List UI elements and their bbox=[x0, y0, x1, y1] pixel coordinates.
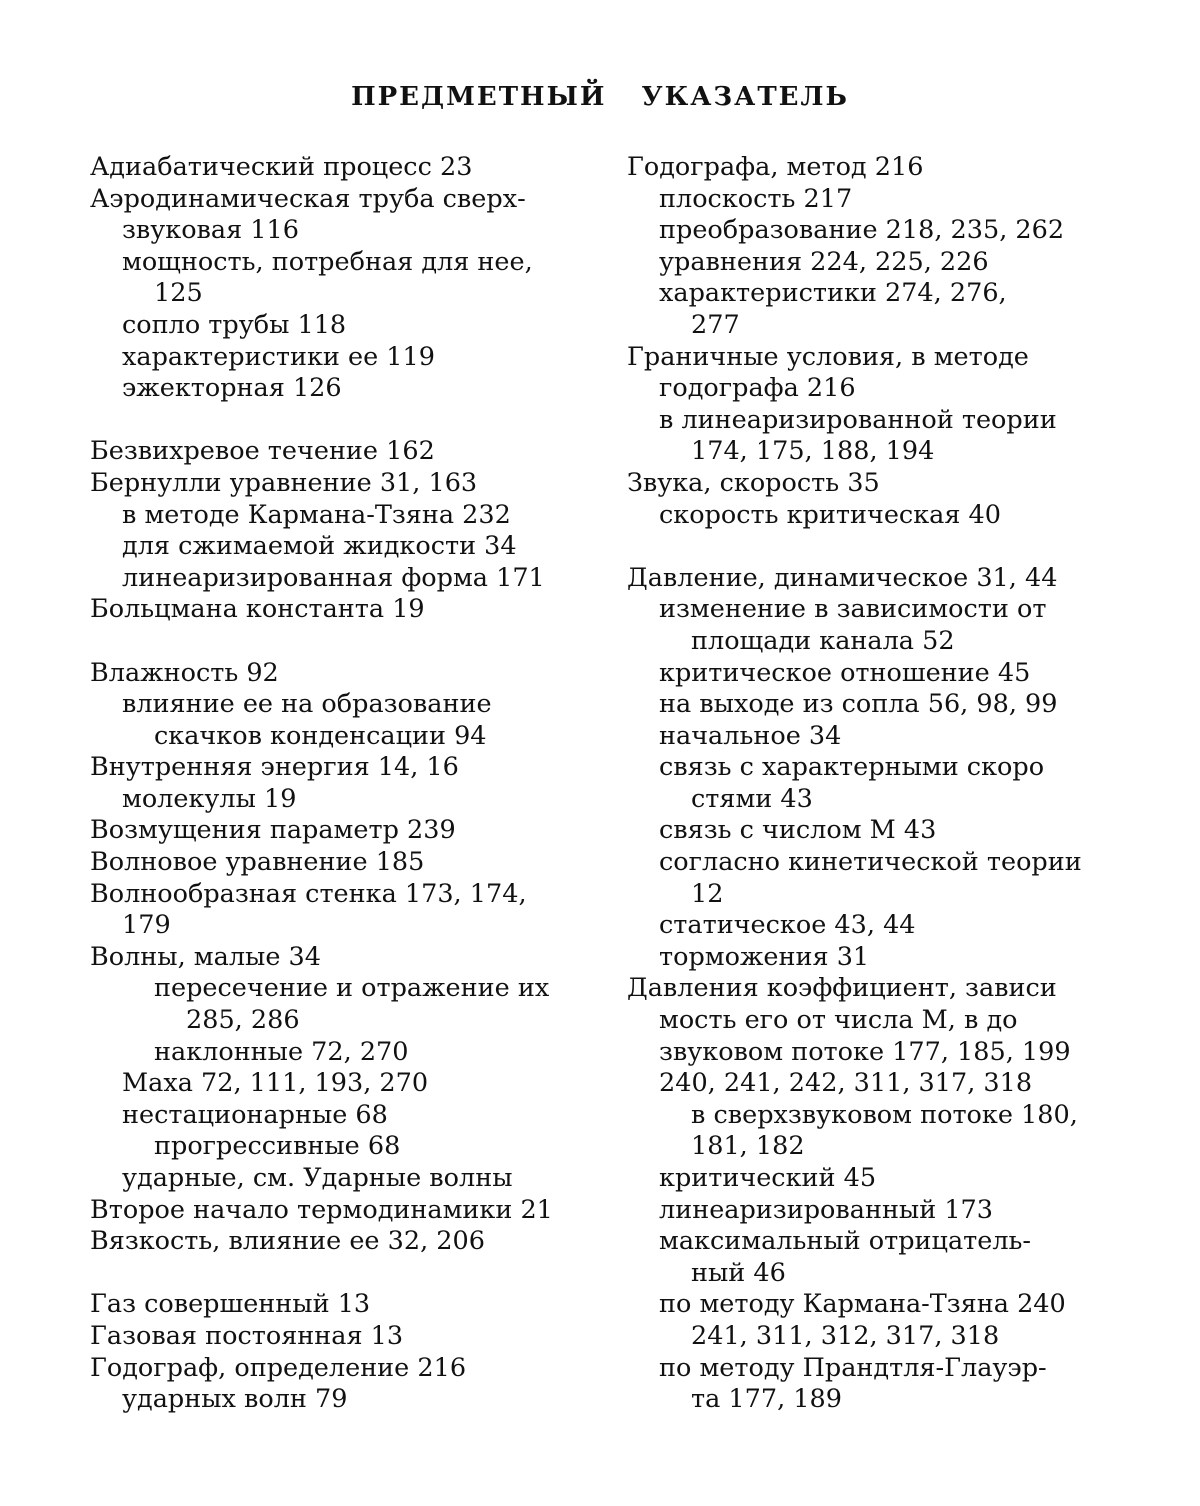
index-column-left bbox=[90, 152, 585, 1416]
index-subentry: характеристики 274, 276, bbox=[659, 278, 1007, 309]
index-subentry: нестационарные 68 bbox=[122, 1099, 388, 1130]
index-subentry: по методу Кармана-Тзяна 240 bbox=[659, 1289, 1066, 1320]
index-entry: Внутренняя энергия 14, 16 bbox=[90, 752, 459, 783]
index-subentry: статическое 43, 44 bbox=[659, 910, 916, 941]
index-subentry: звуковом потоке 177, 185, 199 bbox=[659, 1036, 1071, 1067]
index-entry: Давление, динамическое 31, 44 bbox=[627, 562, 1058, 593]
index-subentry: та 177, 189 bbox=[691, 1384, 842, 1415]
index-entry: Граничные условия, в методе bbox=[627, 341, 1029, 372]
section-gap bbox=[90, 1258, 585, 1290]
index-entry: Волновое уравнение 185 bbox=[90, 847, 425, 878]
index-subentry: площади канала 52 bbox=[691, 625, 955, 656]
index-entry: Безвихревое течение 162 bbox=[90, 436, 435, 467]
index-entry: Аэродинамическая труба сверх- bbox=[90, 183, 526, 214]
index-subentry: молекулы 19 bbox=[122, 783, 297, 814]
index-entry: Второе начало термодинамики 21 bbox=[90, 1194, 553, 1225]
index-subentry: для сжимаемой жидкости 34 bbox=[122, 531, 517, 562]
index-subentry: пересечение и отражение их bbox=[154, 973, 550, 1004]
index-entry: Влажность 92 bbox=[90, 657, 279, 688]
index-subentry: согласно кинетической теории bbox=[659, 847, 1082, 878]
index-subentry: в линеаризированной теории bbox=[659, 404, 1057, 435]
index-subentry: линеаризированный 173 bbox=[659, 1194, 994, 1225]
index-subentry: звуковая 116 bbox=[122, 215, 299, 246]
index-entry: Адиабатический процесс 23 bbox=[90, 152, 473, 182]
index-entry: Больцмана константа 19 bbox=[90, 594, 425, 625]
index-subentry: в методе Кармана-Тзяна 232 bbox=[122, 499, 511, 530]
index-subentry: ный 46 bbox=[691, 1257, 786, 1288]
index-entry: Возмущения параметр 239 bbox=[90, 815, 456, 846]
index-subentry: торможения 31 bbox=[659, 941, 870, 972]
index-subentry: начальное 34 bbox=[659, 720, 842, 751]
index-subentry: связь с числом М 43 bbox=[659, 815, 937, 846]
index-subentry: Маха 72, 111, 193, 270 bbox=[122, 1068, 429, 1099]
index-entry: Газовая постоянная 13 bbox=[90, 1320, 404, 1351]
index-entry: Вязкость, влияние ее 32, 206 bbox=[90, 1226, 485, 1257]
index-subentry: связь с характерными скоро bbox=[659, 752, 1045, 783]
index-entry: Давления коэффициент, зависи bbox=[627, 973, 1057, 1004]
index-subentry: 12 bbox=[691, 878, 724, 909]
index-subentry: ударных волн 79 bbox=[122, 1384, 348, 1415]
index-subentry: скорость критическая 40 bbox=[659, 499, 1001, 530]
index-subentry: уравнения 224, 225, 226 bbox=[659, 246, 989, 277]
index-entry: Бернулли уравнение 31, 163 bbox=[90, 467, 478, 498]
section-gap bbox=[627, 531, 1122, 563]
index-subentry: влияние ее на образование bbox=[122, 689, 492, 720]
index-subentry: 125 bbox=[154, 278, 203, 309]
section-gap bbox=[90, 405, 585, 437]
index-subentry: максимальный отрицатель- bbox=[659, 1226, 1032, 1257]
index-subentry: в сверхзвуковом потоке 180, bbox=[691, 1099, 1078, 1130]
index-entry: Звука, скорость 35 bbox=[627, 467, 880, 498]
index-subentry: 277 bbox=[691, 309, 740, 340]
index-subentry: 174, 175, 188, 194 bbox=[691, 436, 935, 467]
index-subentry: 181, 182 bbox=[691, 1131, 805, 1162]
index-subentry: плоскость 217 bbox=[659, 183, 853, 214]
index-subentry: годографа 216 bbox=[659, 373, 856, 404]
index-entry: Волнообразная стенка 173, 174, bbox=[90, 878, 527, 909]
index-subentry: эжекторная 126 bbox=[122, 373, 342, 404]
section-gap bbox=[90, 626, 585, 658]
index-subentry: 240, 241, 242, 311, 317, 318 bbox=[659, 1068, 1033, 1099]
index-subentry: критический 45 bbox=[659, 1163, 877, 1193]
index-subentry: критическое отношение 45 bbox=[659, 657, 1031, 688]
index-entry: Годографа, метод 216 bbox=[627, 152, 924, 182]
index-subentry: стями 43 bbox=[691, 783, 813, 814]
index-subentry: 285, 286 bbox=[186, 1005, 300, 1036]
index-subentry: 241, 311, 312, 317, 318 bbox=[691, 1320, 1000, 1351]
index-subentry: линеаризированная форма 171 bbox=[122, 562, 545, 593]
index-subentry: наклонные 72, 270 bbox=[154, 1036, 409, 1067]
index-subentry: сопло трубы 118 bbox=[122, 309, 347, 340]
index-subentry: на выходе из сопла 56, 98, 99 bbox=[659, 689, 1058, 720]
index-subentry: прогрессивные 68 bbox=[154, 1131, 401, 1162]
page-title: ПРЕДМЕТНЫЙ УКАЗАТЕЛЬ bbox=[351, 82, 849, 112]
index-entry: Газ совершенный 13 bbox=[90, 1289, 371, 1320]
index-entry: Волны, малые 34 bbox=[90, 941, 321, 972]
index-subentry: преобразование 218, 235, 262 bbox=[659, 215, 1065, 246]
index-subentry: ударные, см. Ударные волны bbox=[122, 1163, 513, 1193]
index-subentry: 179 bbox=[122, 910, 171, 941]
index-subentry: мость его от числа М, в до bbox=[659, 1005, 1018, 1036]
index-subentry: мощность, потребная для нее, bbox=[122, 246, 533, 277]
index-subentry: по методу Прандтля-Глауэр- bbox=[659, 1352, 1047, 1383]
index-subentry: изменение в зависимости от bbox=[659, 594, 1047, 625]
index-entry: Годограф, определение 216 bbox=[90, 1352, 467, 1383]
index-subentry: скачков конденсации 94 bbox=[154, 720, 487, 751]
index-column-right bbox=[627, 152, 1122, 1416]
index-subentry: характеристики ее 119 bbox=[122, 341, 435, 372]
